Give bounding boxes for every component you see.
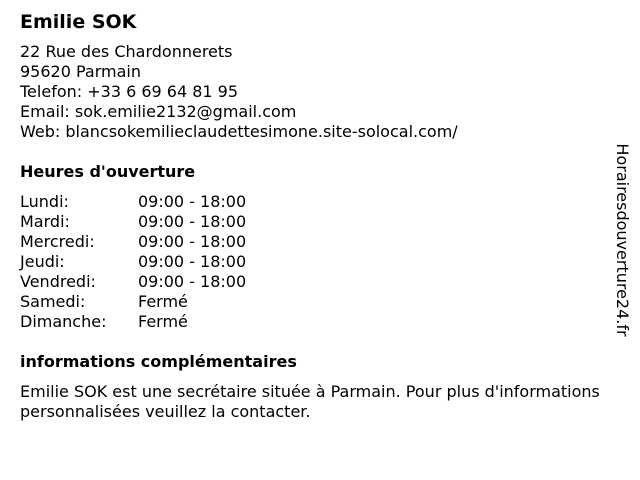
info-heading: informations complémentaires — [20, 352, 297, 371]
day-label: Jeudi: — [20, 252, 65, 271]
hours-heading: Heures d'ouverture — [20, 162, 196, 181]
day-hours: Fermé — [138, 312, 188, 331]
hours-row-lundi — [20, 192, 600, 212]
day-hours: Fermé — [138, 292, 188, 311]
day-label: Samedi: — [20, 292, 86, 311]
opening-hours-list — [20, 192, 600, 332]
website-address: Web: blancsokemilieclaudettesimone.site-solocal.com/ — [20, 122, 458, 141]
day-hours: 09:00 - 18:00 — [138, 272, 247, 291]
day-label: Dimanche: — [20, 312, 107, 331]
info-description: Emilie SOK est une secrétaire située à Parmain. Pour plus d'informations personnalisées veuillez la contacter. — [20, 382, 600, 421]
hours-row-samedi — [20, 292, 600, 312]
day-hours: 09:00 - 18:00 — [138, 192, 247, 211]
hours-row-mercredi — [20, 232, 600, 252]
city-address: 95620 Parmain — [20, 62, 141, 81]
email-address: Email: sok.emilie2132@gmail.com — [20, 102, 297, 121]
day-label: Vendredi: — [20, 272, 96, 291]
business-card — [20, 10, 600, 422]
day-hours: 09:00 - 18:00 — [138, 232, 247, 251]
day-label: Lundi: — [20, 192, 69, 211]
site-watermark: Horairesdouverture24.fr — [613, 143, 632, 337]
hours-row-vendredi — [20, 272, 600, 292]
phone-number: Telefon: +33 6 69 64 81 95 — [20, 82, 239, 101]
day-hours: 09:00 - 18:00 — [138, 252, 247, 271]
business-name: Emilie SOK — [20, 11, 137, 33]
hours-row-jeudi — [20, 252, 600, 272]
day-label: Mardi: — [20, 212, 70, 231]
day-label: Mercredi: — [20, 232, 95, 251]
contact-block — [20, 42, 600, 142]
hours-row-dimanche — [20, 312, 600, 332]
street-address: 22 Rue des Chardonnerets — [20, 42, 233, 61]
day-hours: 09:00 - 18:00 — [138, 212, 247, 231]
hours-row-mardi — [20, 212, 600, 232]
